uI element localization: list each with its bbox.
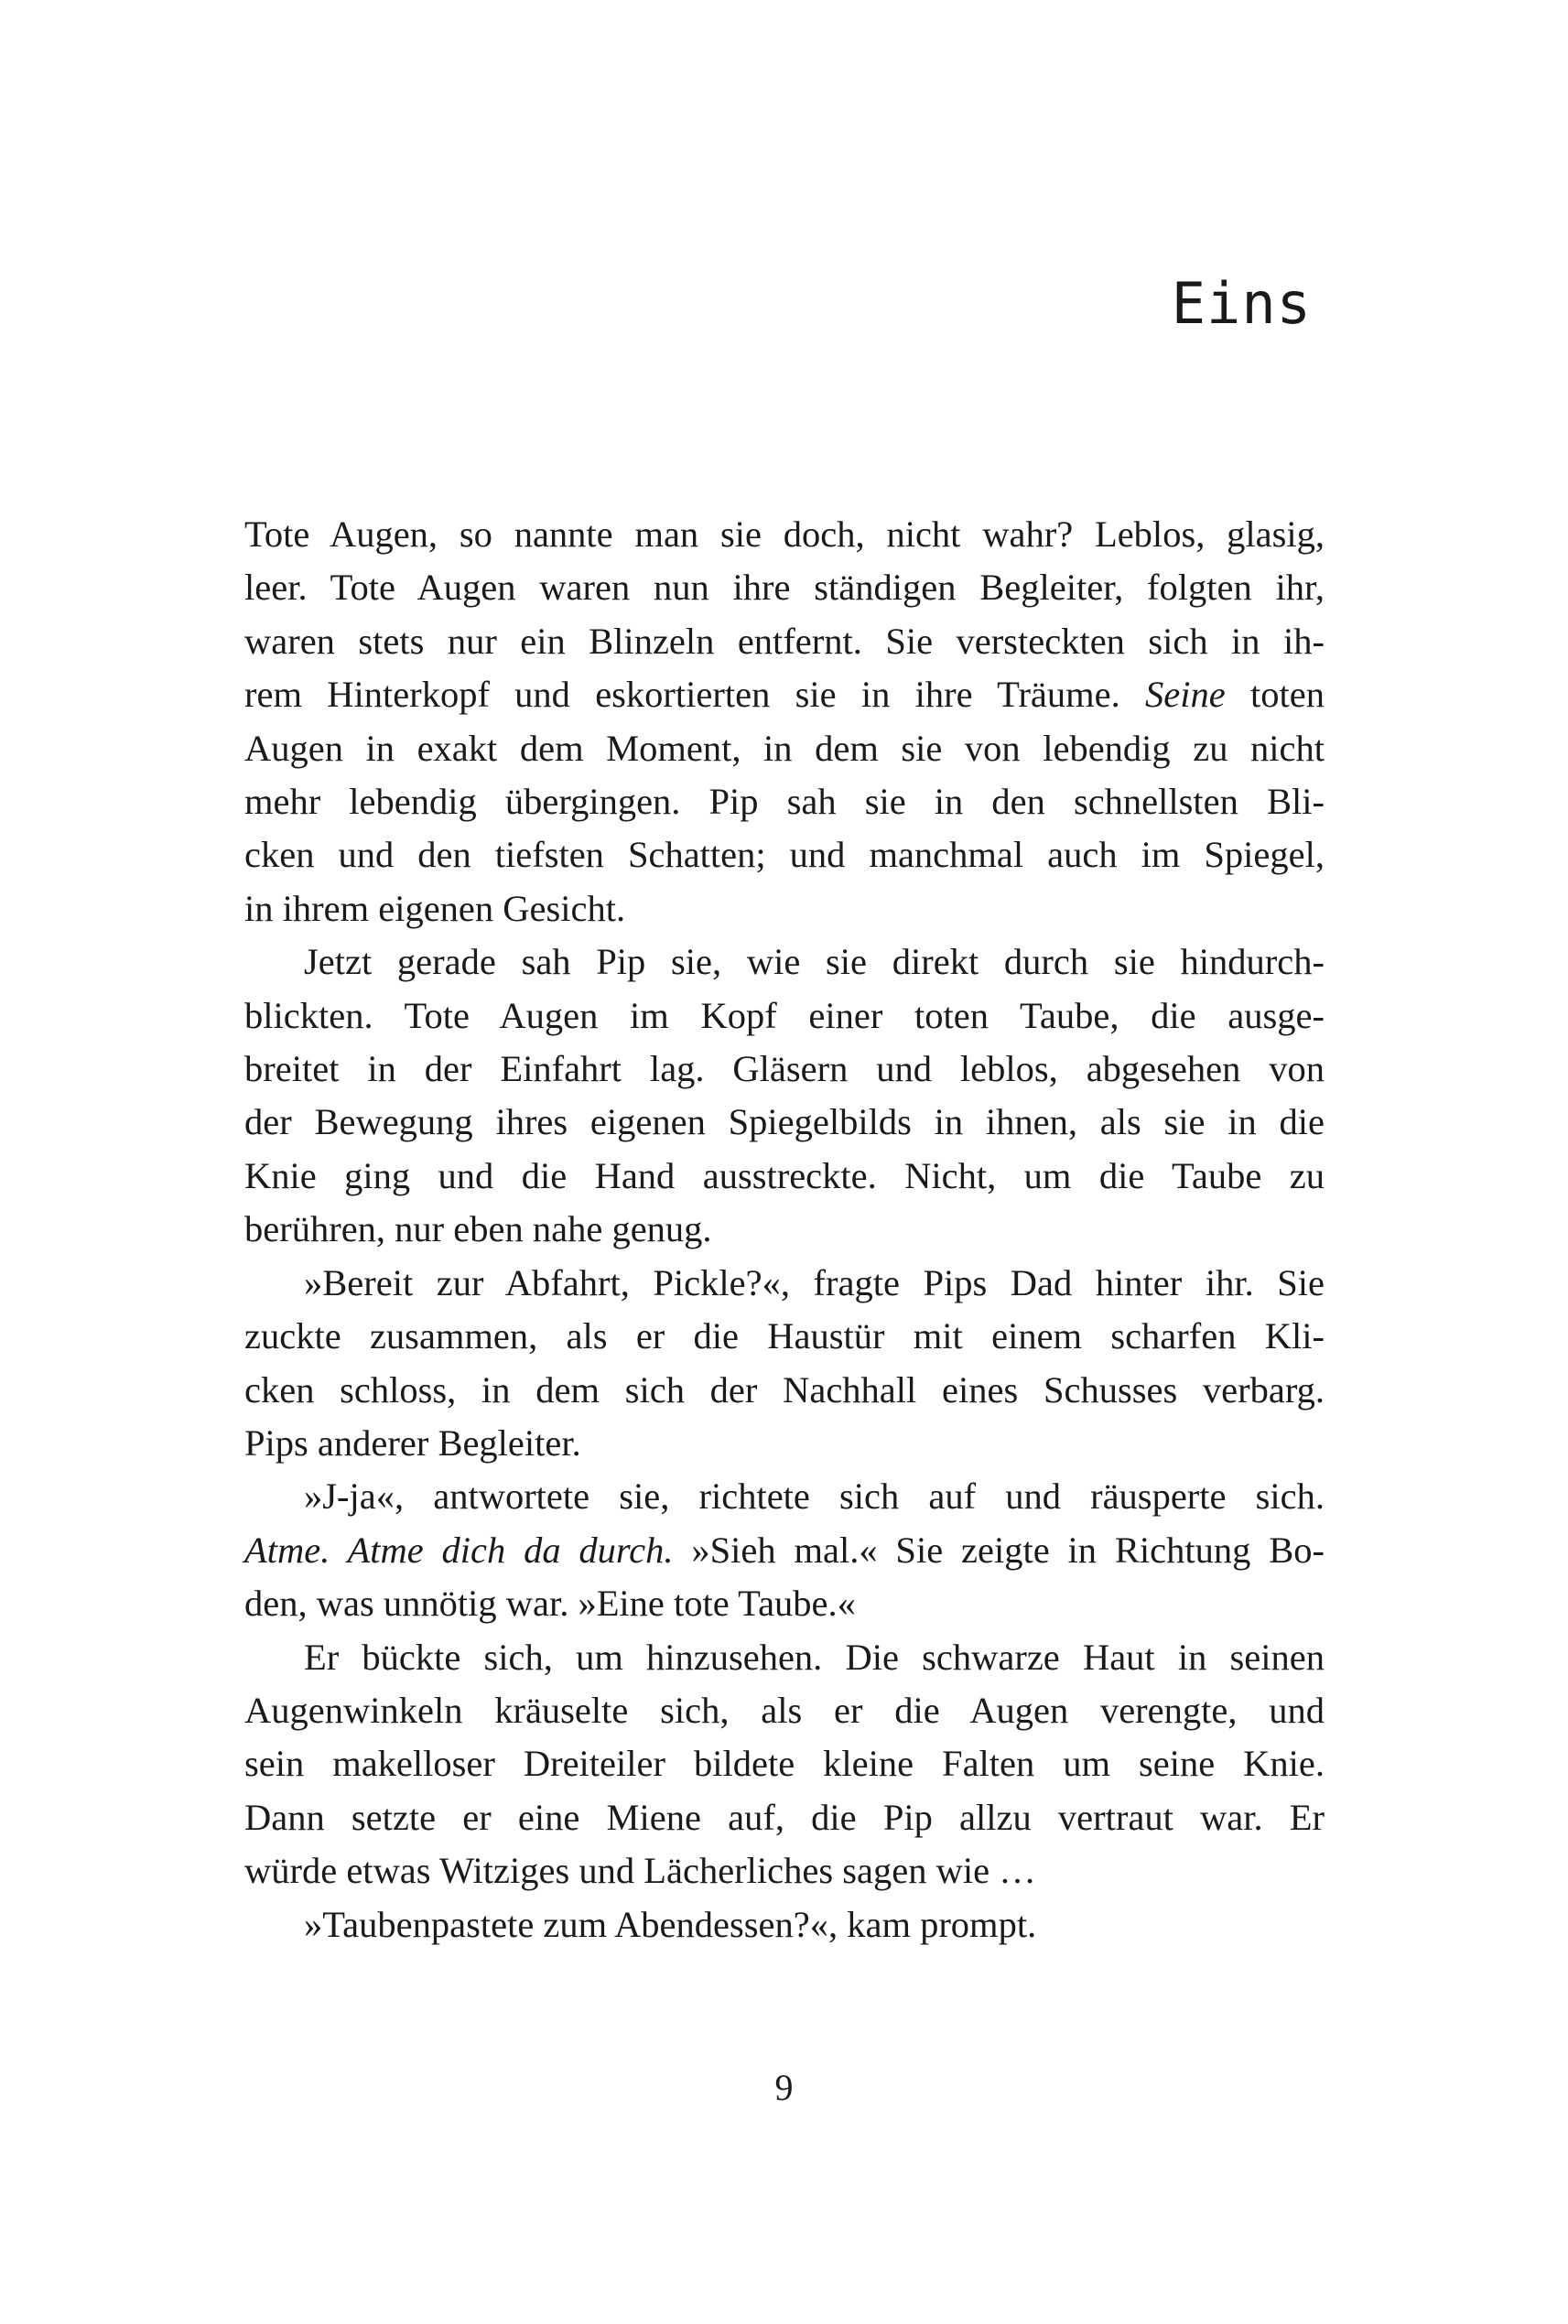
text-line: [244, 1737, 1325, 1790]
text-line: [244, 508, 1325, 561]
text-line: [244, 1898, 1325, 1951]
line-text: »Sieh mal.« Sie zeigte in Richtung Bo-: [673, 1529, 1325, 1571]
line-text: mehr lebendig übergingen. Pip sah sie in den schnellsten Bli-: [244, 781, 1325, 823]
line-text: Tote Augen, so nannte man sie doch, nicht wahr? Leblos, glasig,: [244, 513, 1325, 555]
italic-text: Seine: [1145, 674, 1226, 716]
text-line: [244, 1257, 1325, 1310]
line-text: Augen in exakt dem Moment, in dem sie von lebendig zu nicht: [244, 727, 1325, 769]
line-text: zuckte zusammen, als er die Haustür mit einem scharfen Kli-: [244, 1315, 1325, 1357]
text-line: [244, 561, 1325, 614]
line-text: berühren, nur eben nahe genug.: [244, 1208, 712, 1250]
text-line: [244, 1310, 1325, 1363]
line-text: blickten. Tote Augen im Kopf einer toten Taube, die ausge-: [244, 994, 1325, 1036]
paragraph: [244, 1898, 1325, 1951]
line-text: leer. Tote Augen waren nun ihre ständigen Begleiter, folgten ihr,: [244, 567, 1325, 609]
text-line: [244, 615, 1325, 668]
chapter-title: Eins: [1171, 270, 1312, 337]
text-line: [244, 1791, 1325, 1844]
text-line: [244, 1043, 1325, 1096]
italic-text: Atme. Atme dich da durch.: [244, 1529, 674, 1571]
text-line: [244, 882, 1325, 935]
paragraph: [244, 1631, 1325, 1898]
line-text: Augenwinkeln kräuselte sich, als er die Augen verengte, und: [244, 1689, 1325, 1731]
paragraph: [244, 935, 1325, 1256]
text-line: [244, 989, 1325, 1043]
page-number: 9: [774, 2067, 794, 2108]
line-text: toten: [1225, 674, 1325, 716]
line-text: »J-ja«, antwortete sie, richtete sich auf und räusperte sich.: [304, 1475, 1325, 1518]
text-line: [244, 668, 1325, 721]
line-text: rem Hinterkopf und eskortierten sie in ihre Träume.: [244, 674, 1146, 716]
line-text: Jetzt gerade sah Pip sie, wie sie direkt durch sie hindurch-: [304, 941, 1325, 983]
text-line: [244, 1096, 1325, 1149]
text-line: [244, 1684, 1325, 1737]
line-text: cken schloss, in dem sich der Nachhall eines Schusses verbarg.: [244, 1368, 1325, 1411]
line-text: »Taubenpastete zum Abendessen?«, kam prompt.: [304, 1903, 1037, 1945]
text-line: [244, 1577, 1325, 1630]
paragraph: [244, 508, 1325, 935]
text-line: [244, 1631, 1325, 1684]
line-text: würde etwas Witziges und Lächerliches sagen wie …: [244, 1850, 1036, 1892]
text-line: [244, 1203, 1325, 1256]
text-line: [244, 1524, 1325, 1577]
line-text: in ihrem eigenen Gesicht.: [244, 887, 626, 929]
line-text: cken und den tiefsten Schatten; und manchmal auch im Spiegel,: [244, 834, 1325, 876]
text-line: [244, 935, 1325, 989]
line-text: Knie ging und die Hand ausstreckte. Nicht, um die Taube zu: [244, 1154, 1325, 1196]
text-line: [244, 828, 1325, 881]
text-line: [244, 1364, 1325, 1417]
text-line: [244, 1844, 1325, 1897]
line-text: sein makelloser Dreiteiler bildete kleine Falten um seine Knie.: [244, 1743, 1325, 1785]
line-text: breitet in der Einfahrt lag. Gläsern und leblos, abgesehen von: [244, 1048, 1325, 1090]
line-text: Dann setzte er eine Miene auf, die Pip allzu vertraut war. Er: [244, 1796, 1325, 1838]
line-text: waren stets nur ein Blinzeln entfernt. Sie versteckten sich in ih-: [244, 620, 1325, 662]
paragraph: [244, 1257, 1325, 1471]
text-line: [244, 1150, 1325, 1203]
text-line: [244, 1470, 1325, 1523]
line-text: Pips anderer Begleiter.: [244, 1421, 581, 1464]
line-text: den, was unnötig war. »Eine tote Taube.«: [244, 1583, 856, 1625]
line-text: Er bückte sich, um hinzusehen. Die schwarze Haut in seinen: [304, 1636, 1325, 1678]
text-line: [244, 722, 1325, 775]
paragraph: [244, 1470, 1325, 1630]
text-line: [244, 1417, 1325, 1470]
line-text: der Bewegung ihres eigenen Spiegelbilds in ihnen, als sie in die: [244, 1101, 1325, 1143]
chapter-body-text: [244, 508, 1325, 1951]
text-line: [244, 775, 1325, 828]
line-text: »Bereit zur Abfahrt, Pickle?«, fragte Pips Dad hinter ihr. Sie: [304, 1261, 1325, 1303]
